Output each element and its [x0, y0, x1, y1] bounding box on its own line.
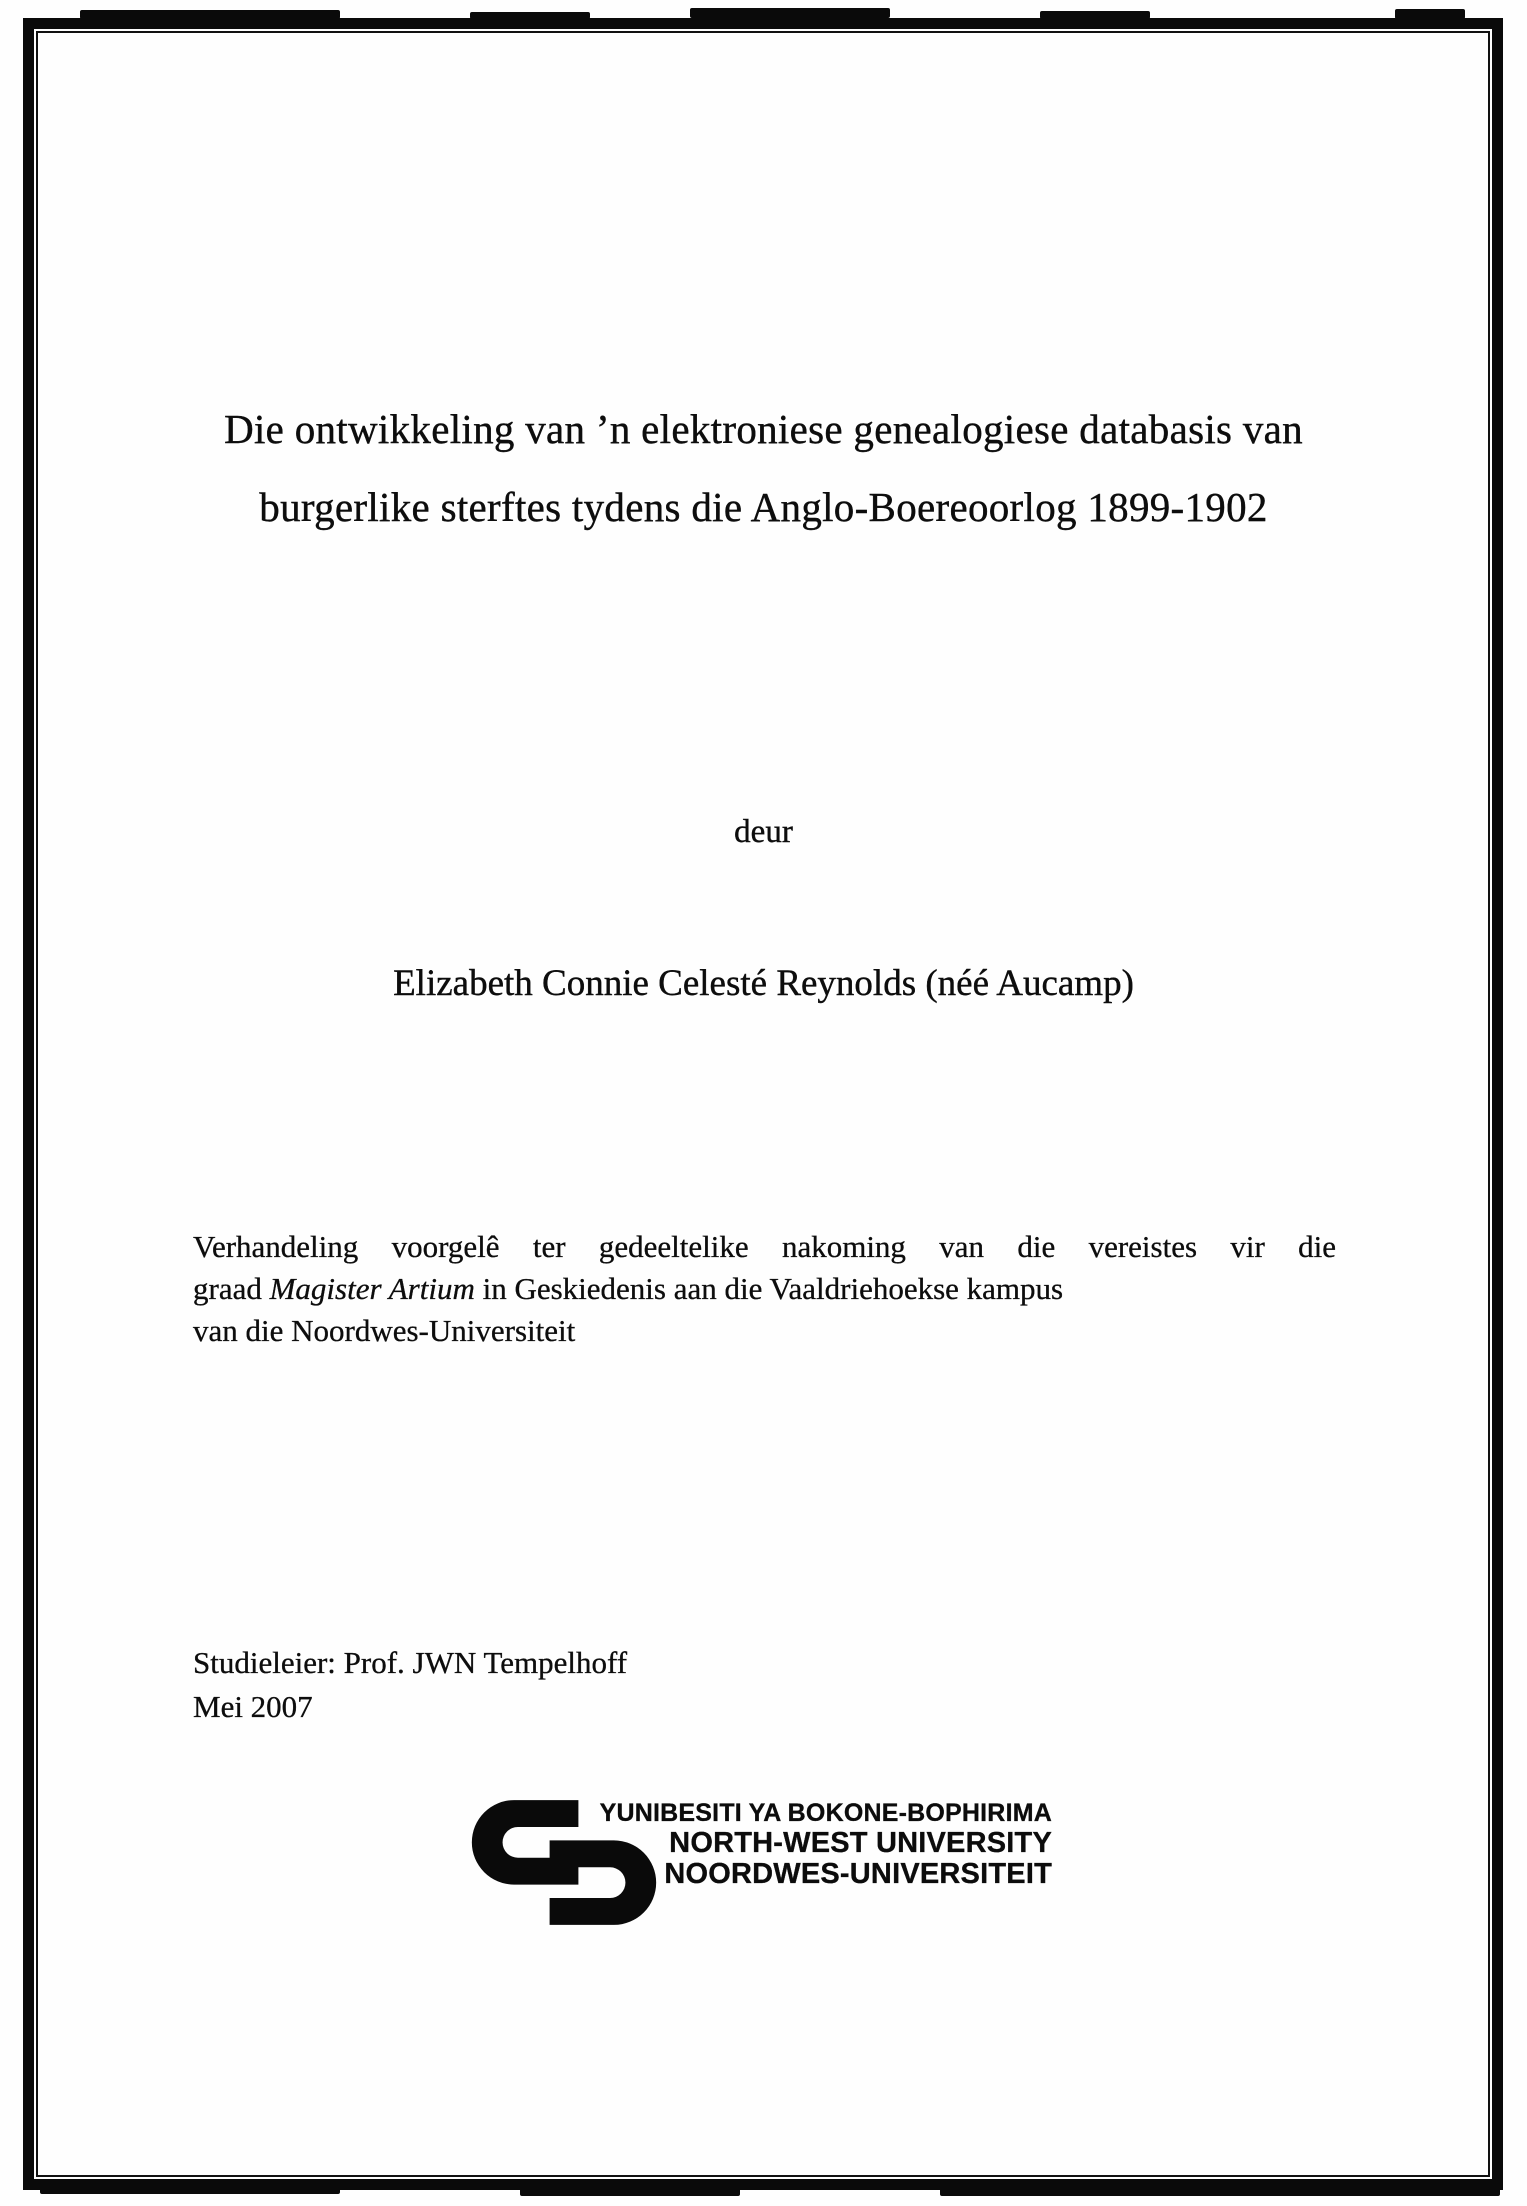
scan-artifact: [690, 8, 890, 18]
thesis-title-line1: Die ontwikkeling van ’n elektroniese genealogiese databasis van: [224, 406, 1303, 452]
university-wordmark: [560, 1799, 1052, 1890]
date-line: Mei 2007: [193, 1689, 313, 1724]
supervisor-line: Studieleier: Prof. JWN Tempelhoff: [193, 1645, 628, 1680]
degree-statement-line2: [193, 1268, 1336, 1310]
university-name-setswana: YUNIBESITI YA BOKONE-BOPHIRIMA: [599, 1799, 1052, 1827]
byline-deur: deur: [734, 814, 793, 850]
degree-statement-line1: Verhandeling voorgelê ter gedeeltelike nakoming van die vereistes vir die: [193, 1229, 1336, 1264]
university-name-english: NORTH-WEST UNIVERSITY: [669, 1827, 1052, 1859]
degree-statement: [193, 1226, 1336, 1352]
degree-name-italic: Magister Artium: [269, 1271, 475, 1306]
supervisor-block: [193, 1641, 627, 1729]
degree-statement-line3: van die Noordwes-Universiteit: [193, 1313, 576, 1348]
university-name-afrikaans: NOORDWES-UNIVERSITEIT: [664, 1858, 1052, 1890]
author-name: Elizabeth Connie Celesté Reynolds (néé Aucamp): [393, 963, 1134, 1004]
degree-statement-line2-suffix: in Geskiedenis aan die Vaaldriehoekse kampus: [474, 1271, 1064, 1306]
thesis-title-line2: burgerlike sterftes tydens die Anglo-Boereoorlog 1899-1902: [259, 484, 1268, 530]
degree-statement-line2-prefix: graad: [193, 1271, 270, 1306]
